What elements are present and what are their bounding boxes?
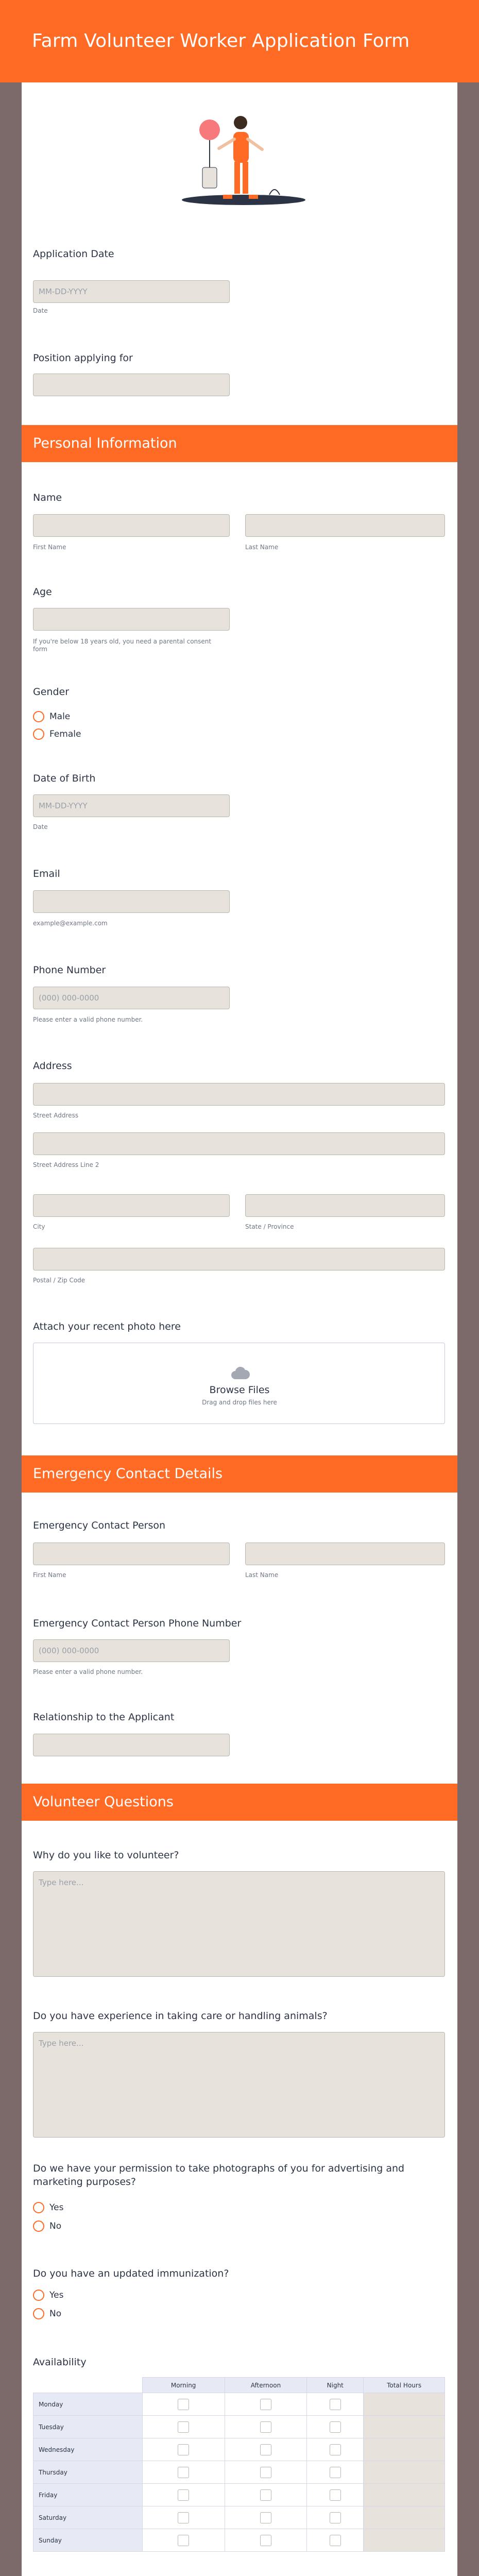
form-title: Farm Volunteer Worker Application Form xyxy=(32,30,410,52)
phone-input[interactable]: (000) 000-0000 xyxy=(33,987,230,1009)
section-personal-information: Personal Information xyxy=(22,425,457,462)
availability-total-cell[interactable] xyxy=(364,2438,445,2461)
gender-label: Gender xyxy=(33,686,70,698)
availability-checkbox[interactable] xyxy=(330,2467,341,2478)
emergency-last-name-sublabel: Last Name xyxy=(245,1571,279,1579)
phone-label: Phone Number xyxy=(33,964,106,976)
availability-checkbox[interactable] xyxy=(178,2535,189,2546)
dob-input[interactable]: MM-DD-YYYY xyxy=(33,794,230,817)
photo-permission-yes-radio[interactable] xyxy=(33,2202,44,2213)
availability-row xyxy=(33,2416,445,2438)
street-address-2-input[interactable] xyxy=(33,1132,445,1155)
availability-checkbox[interactable] xyxy=(330,2489,341,2501)
gender-male-label: Male xyxy=(49,711,71,722)
availability-checkbox[interactable] xyxy=(330,2512,341,2523)
availability-total-cell[interactable] xyxy=(364,2461,445,2484)
postal-input[interactable] xyxy=(33,1248,445,1270)
photo-label: Attach your recent photo here xyxy=(33,1321,181,1332)
availability-day-label: Thursday xyxy=(33,2461,143,2484)
availability-checkbox[interactable] xyxy=(260,2467,271,2478)
section-volunteer-questions: Volunteer Questions xyxy=(22,1784,457,1821)
last-name-input[interactable] xyxy=(245,514,445,537)
name-label: Name xyxy=(33,492,62,503)
availability-label: Availability xyxy=(33,2357,87,2368)
availability-checkbox[interactable] xyxy=(178,2489,189,2501)
age-label: Age xyxy=(33,586,52,598)
availability-checkbox[interactable] xyxy=(260,2444,271,2455)
emergency-phone-label: Emergency Contact Person Phone Number xyxy=(33,1618,242,1629)
phone-sublabel: Please enter a valid phone number. xyxy=(33,1016,143,1023)
immunization-yes-label: Yes xyxy=(49,2290,64,2300)
emergency-last-name-input[interactable] xyxy=(245,1543,445,1565)
availability-day-label: Saturday xyxy=(33,2506,143,2529)
why-volunteer-textarea[interactable]: Type here... xyxy=(33,1871,445,1977)
immunization-no-radio[interactable] xyxy=(33,2308,44,2319)
email-sublabel: example@example.com xyxy=(33,920,108,927)
email-input[interactable] xyxy=(33,890,230,913)
form-card xyxy=(22,82,457,2576)
availability-col-afternoon: Afternoon xyxy=(225,2378,307,2393)
availability-row xyxy=(33,2393,445,2416)
section-emergency-contact: Emergency Contact Details xyxy=(22,1455,457,1493)
position-input[interactable] xyxy=(33,374,230,396)
availability-checkbox[interactable] xyxy=(178,2399,189,2410)
availability-row xyxy=(33,2438,445,2461)
availability-total-cell[interactable] xyxy=(364,2506,445,2529)
address-label: Address xyxy=(33,1060,72,1072)
emergency-person-label: Emergency Contact Person xyxy=(33,1520,166,1531)
street-address-input[interactable] xyxy=(33,1083,445,1106)
availability-checkbox[interactable] xyxy=(178,2421,189,2433)
drag-drop-label: Drag and drop files here xyxy=(202,1399,277,1406)
cloud-upload-icon xyxy=(230,1366,250,1380)
availability-day-label: Monday xyxy=(33,2393,143,2416)
photo-permission-label: Do we have your permission to take photographs of you for advertising and marketing purposes? xyxy=(33,2163,405,2188)
dob-sublabel: Date xyxy=(33,823,48,831)
availability-row xyxy=(33,2484,445,2506)
availability-row xyxy=(33,2529,445,2552)
immunization-no-label: No xyxy=(49,2309,62,2319)
availability-total-cell[interactable] xyxy=(364,2529,445,2552)
age-sublabel: If you're below 18 years old, you need a parental consent form xyxy=(33,638,212,653)
availability-checkbox[interactable] xyxy=(178,2512,189,2523)
street-address-sublabel: Street Address xyxy=(33,1112,79,1119)
emergency-phone-input[interactable]: (000) 000-0000 xyxy=(33,1639,230,1662)
form-header xyxy=(0,0,479,82)
availability-total-cell[interactable] xyxy=(364,2393,445,2416)
why-volunteer-label: Why do you like to volunteer? xyxy=(33,1850,179,1861)
availability-checkbox[interactable] xyxy=(330,2421,341,2433)
emergency-phone-sublabel: Please enter a valid phone number. xyxy=(33,1668,143,1675)
availability-col-total: Total Hours xyxy=(364,2378,445,2393)
availability-day-label: Wednesday xyxy=(33,2438,143,2461)
immunization-yes-radio[interactable] xyxy=(33,2290,44,2301)
application-date-sublabel: Date xyxy=(33,307,48,314)
immunization-label: Do you have an updated immunization? xyxy=(33,2268,229,2279)
availability-col-night: Night xyxy=(307,2378,364,2393)
availability-day-label: Tuesday xyxy=(33,2416,143,2438)
availability-checkbox[interactable] xyxy=(330,2399,341,2410)
availability-row xyxy=(33,2461,445,2484)
availability-checkbox[interactable] xyxy=(178,2467,189,2478)
availability-checkbox[interactable] xyxy=(260,2421,271,2433)
email-label: Email xyxy=(33,868,60,879)
application-date-input[interactable]: MM-DD-YYYY xyxy=(33,280,230,303)
last-name-sublabel: Last Name xyxy=(245,544,279,551)
gender-female-radio[interactable] xyxy=(33,728,44,740)
photo-permission-yes-label: Yes xyxy=(49,2202,64,2213)
availability-total-cell[interactable] xyxy=(364,2416,445,2438)
application-date-label: Application Date xyxy=(33,248,114,260)
browse-files-label: Browse Files xyxy=(209,1384,270,1396)
state-input[interactable] xyxy=(245,1194,445,1217)
relationship-label: Relationship to the Applicant xyxy=(33,1711,175,1723)
availability-checkbox[interactable] xyxy=(260,2399,271,2410)
state-sublabel: State / Province xyxy=(245,1223,294,1230)
availability-col-morning: Morning xyxy=(142,2378,225,2393)
photo-permission-no-label: No xyxy=(49,2221,62,2231)
experience-textarea[interactable]: Type here... xyxy=(33,2032,445,2138)
availability-table xyxy=(33,2377,445,2552)
dob-label: Date of Birth xyxy=(33,773,96,784)
relationship-input[interactable] xyxy=(33,1734,230,1756)
availability-day-label: Friday xyxy=(33,2484,143,2506)
photo-permission-no-radio[interactable] xyxy=(33,2221,44,2232)
first-name-sublabel: First Name xyxy=(33,544,66,551)
photo-upload-area[interactable] xyxy=(33,1343,445,1424)
postal-sublabel: Postal / Zip Code xyxy=(33,1277,85,1284)
availability-checkbox[interactable] xyxy=(330,2535,341,2546)
position-label: Position applying for xyxy=(33,352,133,364)
availability-checkbox[interactable] xyxy=(178,2444,189,2455)
first-name-input[interactable] xyxy=(33,514,230,537)
farmer-illustration xyxy=(172,108,307,211)
emergency-first-name-input[interactable] xyxy=(33,1543,230,1565)
street-address-2-sublabel: Street Address Line 2 xyxy=(33,1161,99,1168)
availability-checkbox[interactable] xyxy=(260,2489,271,2501)
city-input[interactable] xyxy=(33,1194,230,1217)
availability-total-cell[interactable] xyxy=(364,2484,445,2506)
city-sublabel: City xyxy=(33,1223,45,1230)
availability-checkbox[interactable] xyxy=(260,2535,271,2546)
age-input[interactable] xyxy=(33,608,230,631)
gender-female-label: Female xyxy=(49,729,81,739)
availability-checkbox[interactable] xyxy=(260,2512,271,2523)
gender-male-radio[interactable] xyxy=(33,711,44,722)
availability-checkbox[interactable] xyxy=(330,2444,341,2455)
availability-row xyxy=(33,2506,445,2529)
emergency-first-name-sublabel: First Name xyxy=(33,1571,66,1579)
experience-label: Do you have experience in taking care or handling animals? xyxy=(33,2010,328,2022)
availability-day-label: Sunday xyxy=(33,2529,143,2552)
